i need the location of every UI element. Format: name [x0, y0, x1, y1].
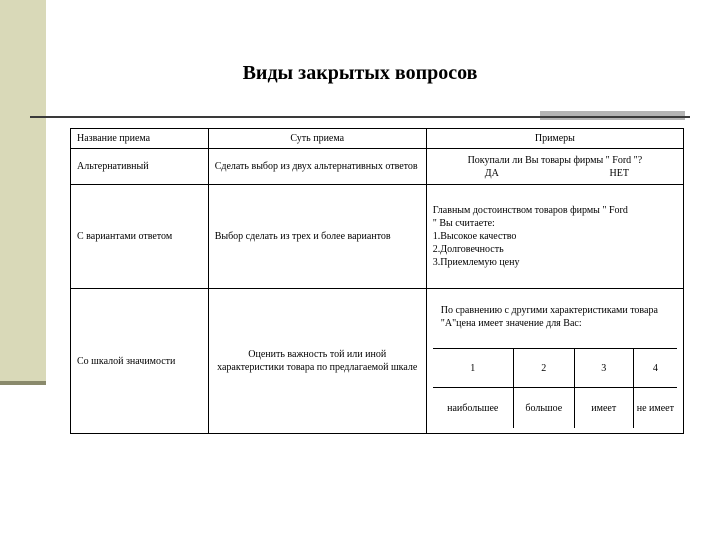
row-name: С вариантами ответом	[71, 185, 209, 289]
row-example	[426, 289, 683, 434]
row-essence: Сделать выбор из двух альтернативных ответов	[208, 149, 426, 185]
scale-question: По сравнению с другими характеристиками товара "А"цена имеет значение для Вас:	[440, 305, 658, 329]
title-rule	[30, 116, 690, 118]
scale-number: 3	[574, 349, 633, 388]
example-line: 1.Высокое качество	[432, 231, 517, 242]
example-question: Покупали ли Вы товары фирмы " Ford "?	[467, 154, 643, 166]
scale-number: 4	[633, 349, 677, 388]
table-header-row	[71, 129, 684, 149]
table-row	[71, 149, 684, 185]
scale-number: 1	[433, 349, 514, 388]
example-line: " Вы считаете:	[432, 218, 495, 229]
scale-label: наибольшее	[433, 388, 514, 429]
table-row	[71, 185, 684, 289]
header-examples: Примеры	[426, 129, 683, 149]
scale-label-row	[433, 388, 677, 429]
example-line: Главным достоинством товаров фирмы " Ford	[432, 205, 628, 216]
scale-label: имеет	[574, 388, 633, 429]
row-example	[426, 149, 683, 185]
answer-yes: ДА	[484, 167, 499, 179]
side-decor-bar	[0, 0, 46, 385]
scale-label: большое	[513, 388, 574, 429]
row-essence: Оценить важность той или иной характеристики товара по предлагаемой шкале	[208, 289, 426, 434]
scale-label: не имеет	[633, 388, 677, 429]
answer-no: НЕТ	[609, 167, 629, 179]
scale-number: 2	[513, 349, 574, 388]
example-line: 3.Приемлемую цену	[432, 257, 520, 268]
header-name: Название приема	[71, 129, 209, 149]
row-name: Альтернативный	[71, 149, 209, 185]
question-types-table	[70, 128, 684, 434]
example-answers	[433, 167, 677, 180]
significance-scale	[433, 348, 677, 428]
side-decor-line	[0, 381, 46, 385]
header-essence: Суть приема	[208, 129, 426, 149]
scale-number-row	[433, 349, 677, 388]
row-example	[426, 185, 683, 289]
table-row	[71, 289, 684, 434]
page-title: Виды закрытых вопросов	[242, 62, 478, 84]
row-name: Со шкалой значимости	[71, 289, 209, 434]
example-line: 2.Долговечность	[432, 244, 504, 255]
row-essence: Выбор сделать из трех и более вариантов	[208, 185, 426, 289]
